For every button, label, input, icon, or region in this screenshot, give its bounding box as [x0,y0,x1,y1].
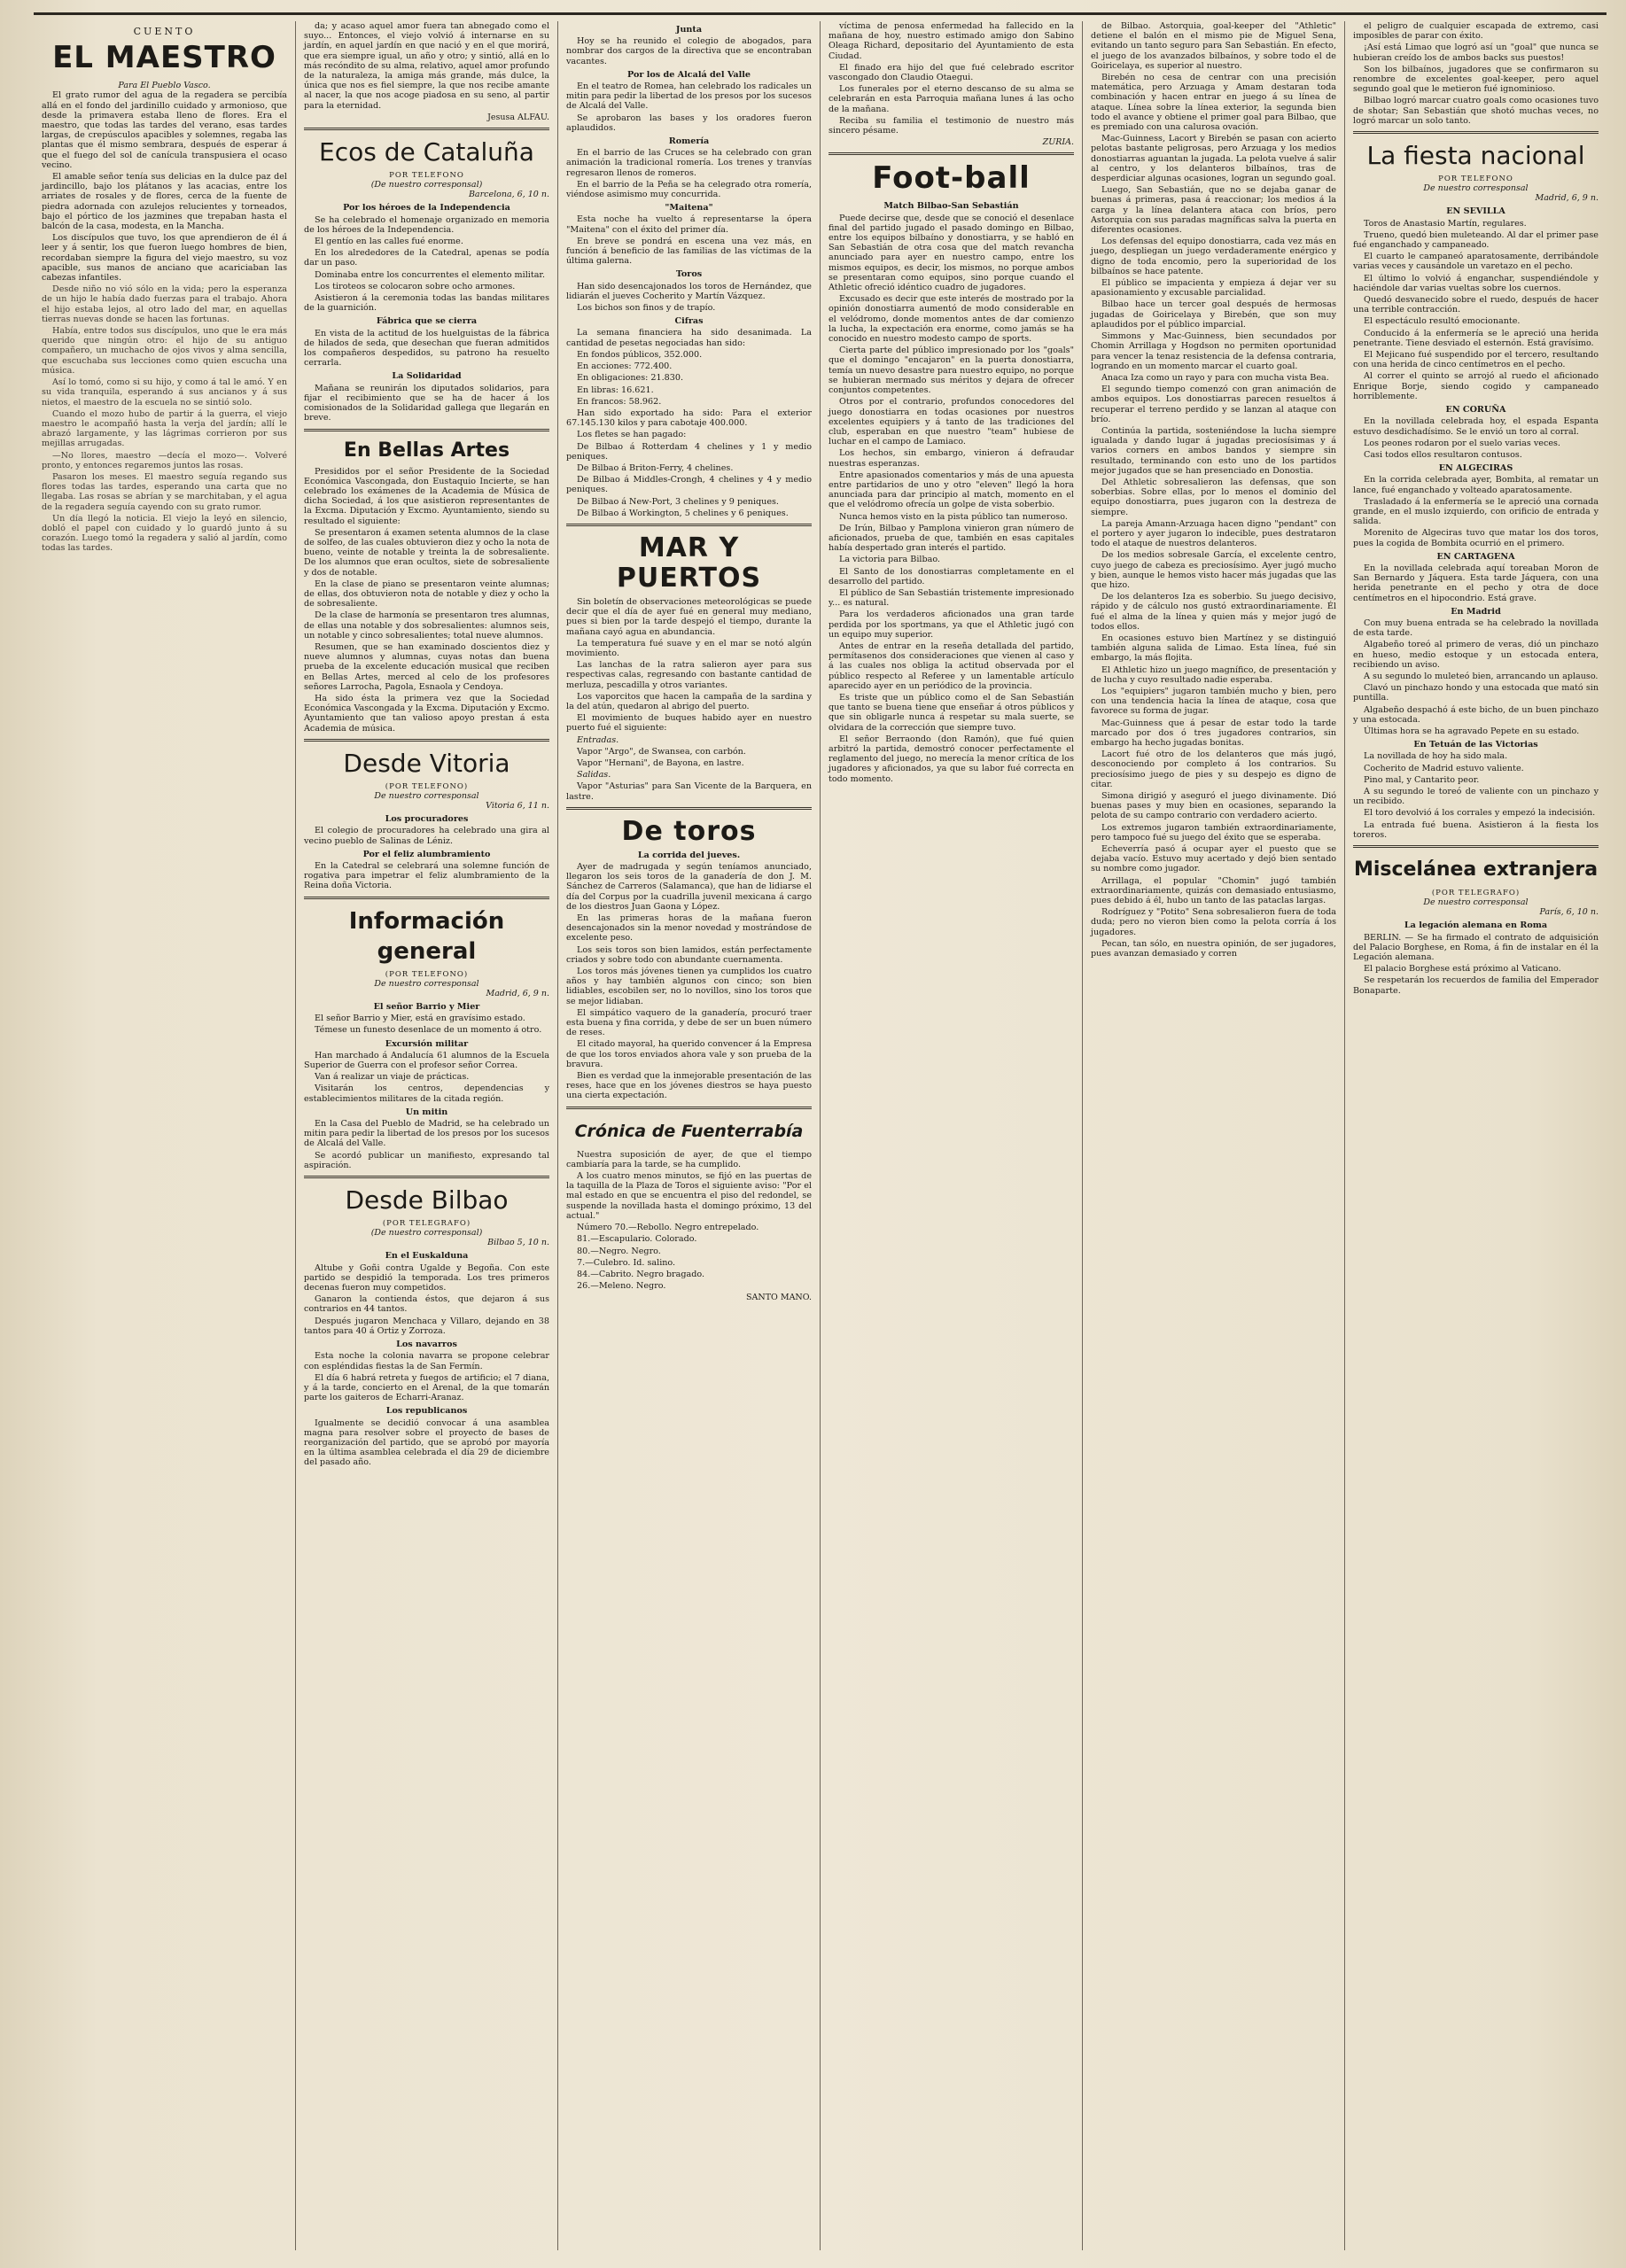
signature: ZURIA. [1042,137,1074,148]
paragraph: Continúa la partida, sosteniéndose la lucha siempre igualada y dando lugar á jugadas preciosísimas y á varios corners en ambos bandos y siempre sin resultado, terminando con esto uno de los partidos mejor jugados que se han presenciado en Donostia. [1091,425,1336,476]
subhead: Match Bilbao-San Sebastián [883,201,1019,212]
paragraph: En libras: 16.621. [577,384,654,395]
story-continuation [42,284,287,553]
paragraph: En francos: 58.962. [577,396,662,407]
paragraph: Reciba su familia el testimonio de nuestro más sincero pésame. [829,115,1074,136]
signature: Jesusa ALFAU. [487,112,549,122]
paragraph: Desde niño no vió sólo en la vida; pero la esperanza de un hijo le había dado fuerzas para el trabajo. Ahora el hijo estaba lejos, al otro lado del mar, en aquellas tierras nuevas donde se hacen las fortunas. [42,284,287,324]
paragraph: El señor Berraondo (don Ramón), que fué quien arbitró la partida, demostró conocer perfectamente el reglamento del juego, no merecía la menor crítica de los jugadores y aficionados, ya que su labor fué correcta en todo momento. [829,734,1074,784]
paragraph: Birebén no cesa de centrar con una precisión matemática, pero Arzuaga y Amam destaran toda combinación y hacen entrar en juego á su línea de ataque. Línea sobre la línea exterior, la segunda bien todo el avance y obtiene el primer goal para Bilbao, que es premiado con una calurosa ovación. [1091,73,1336,133]
subhead: En Tetuán de las Victorias [1413,740,1538,750]
paragraph: En el barrio de la Peña se ha celegrado otra romería, viéndose asimismo muy concurrida. [566,179,812,200]
paragraph: Luego, San Sebastián, que no se dejaba ganar de buenas á primeras, pasa á reaccionar; los medios á la carga y la línea delantera ataca con bríos, pero Astorquia con sus paradas magníficas salva la puerta en diferentes ocasiones. [1091,185,1336,236]
paragraph: Nuestra suposición de ayer, de que el tiempo cambiaría para la tarde, se ha cumplido. [566,1149,812,1169]
column-4 [821,21,1083,2250]
paragraph: Van á realizar un viaje de prácticas. [315,1072,470,1083]
paragraph: da; y acaso aquel amor fuera tan abnegado como el suyo... Entonces, el viejo volvió á internarse en su jardín, en aquel jardín en que nació y en el que morirá, que era siempre igual, un año y otro; y sintió, allá en lo más recóndito de su alma, relativo, aquel amor profundo de la naturaleza, la amiga más grande, más dulce, la única que nos es fiel siempre, la que nos recibe amante al nacer, la que nos acoge piadosa en su seno, al partir para la eternidad. [304,21,549,111]
paragraph: El último lo volvió á enganchar, suspendiéndole y haciéndole dar varias vueltas sobre los cuernos. [1353,273,1599,293]
section-title-cataluna: Ecos de Cataluña [319,137,534,167]
paragraph: Los fletes se han pagado: [577,430,687,440]
dateline: Madrid, 6, 9 n. [1535,193,1599,204]
dateline: Bilbao 5, 10 n. [487,1238,549,1248]
paragraph: Esta noche ha vuelto á representarse la ópera "Maitena" con el éxito del primer día. [566,214,812,235]
paragraph: El colegio de procuradores ha celebrado una gira al vecino pueblo de Salinas de Léniz. [304,826,549,846]
paragraph: Algabeño despachó á este bicho, de un buen pinchazo y una estocada. [1353,704,1599,725]
dateline: París, 6, 10 n. [1539,907,1599,918]
paragraph: Los seis toros son bien lamidos, están perfectamente criados y sobre todo con abundante cuernamenta. [566,944,812,965]
subhead: Excursión militar [385,1038,469,1049]
paragraph: Trueno, quedó bien muleteando. Al dar el primer pase fué enganchado y campaneado. [1353,229,1599,251]
correspondent-label: De nuestro corresponsal [374,978,479,989]
paragraph: Témese un funesto desenlace de un momento á otro. [315,1025,542,1036]
subhead: Un mitin [405,1107,448,1117]
divider [829,152,1074,155]
paragraph: En la Casa del Pueblo de Madrid, se ha celebrado un mitin para pedir la libertad de los presos por los sucesos de Alcalá del Valle. [304,1119,549,1149]
paragraph: Echeverría pasó á ocupar ayer el puesto que se dejaba vacío. Estuvo muy acertado y dejó bien sentado su nombre como jugador. [1091,844,1336,874]
subhead: EN CORUÑA [1445,405,1506,416]
paragraph: En el teatro de Romea, han celebrado los radicales un mitin para pedir la libertad de los presos por los sucesos de Alcalá del Valle. [566,82,812,112]
paragraph: Los tiroteos se colocaron sobre ocho armones. [315,281,516,291]
section-title-fiesta-nacional: La fiesta nacional [1366,141,1585,171]
paragraph: Los funerales por el eterno descanso de su alma se celebrarán en esta Parroquia mañana lunes á las ocho de la mañana. [829,84,1074,114]
paragraph: El simpático vaquero de la ganadería, procuró traer esta buena y fina corrida, y debe de ser un buen número de reses. [566,1007,812,1038]
paragraph: El día 6 habrá retreta y fuegos de artificio; el 7 diana, y á la tarde, concierto en el Arenal, de la que tomarán parte los gaiteros de Echarri-Aranaz. [304,1372,549,1403]
paragraph: Vapor "Hernani", de Bayona, en lastre. [577,757,744,768]
paragraph: Los bichos son finos y de trapío. [577,303,716,314]
paragraph: En el barrio de las Cruces se ha celebrado con gran animación la tradicional romería. Los trenes y tranvías regresaron llenos de romeros. [566,148,812,178]
section-title-football: Foot-ball [872,160,1031,197]
paragraph: Hoy se ha reunido el colegio de abogados, para nombrar dos cargos de la directiva que se encontraban vacantes. [566,36,812,66]
section-title-informacion-general: Información general [348,907,505,965]
section-title-de-toros: De toros [621,815,757,847]
subhead: El señor Barrio y Mier [373,1002,480,1013]
paragraph: El palacio Borghese está próximo al Vaticano. [1364,964,1561,975]
subhead: En Madrid [1451,606,1501,617]
paragraph: Pino mal, y Cantarito peor. [1364,774,1480,785]
paragraph: Toros de Anastasio Martín, regulares. [1364,218,1527,229]
paragraph: Clavó un pinchazo hondo y una estocada que mató sin puntilla. [1353,683,1599,703]
section-title-mar-y-puertos: MAR Y PUERTOS [616,532,762,594]
paragraph: Es triste que un público como el de San Sebastián que tanto se buena tiene que enseñar á otros públicos y que sin obligarle nunca á respetar su mala suerte, se olvidara de la corrección que siempre tuvo. [829,692,1074,733]
section-title-bellas-artes: En Bellas Artes [343,439,510,462]
paragraph: De Bilbao á Rotterdam 4 chelines y 1 y medio peniques. [566,441,812,462]
paragraph: Los peones rodaron por el suelo varias veces. [1364,438,1560,448]
paragraph: En la novillada celebrada hoy, el espada Espanta estuvo desdichadísimo. Se le envió un toro al corral. [1353,416,1599,437]
paragraph: Anaca Iza como un rayo y para con mucha vista Bea. [1101,372,1329,383]
paragraph: A su segundo lo muleteó bien, arrancando un aplauso. [1364,671,1599,681]
paragraph: En ocasiones estuvo bien Martínez y se distinguió también alguna salida de Limao. Esta línea, fué sin embargo, la más flojita. [1091,633,1336,664]
paragraph: En la Catedral se celebrará una solemne función de rogativa para impetrar el feliz alumbramiento de la Reina doña Victoria. [304,861,549,891]
paragraph: Salidas. [577,770,611,781]
paragraph: Nunca hemos visto en la pista público tan numeroso. [839,511,1068,522]
divider [566,807,812,810]
paragraph: Cocherito de Madrid estuvo valiente. [1364,763,1524,773]
divider [304,1176,549,1178]
paragraph: El público de San Sebastián tristemente impresionado y... es natural. [829,587,1074,609]
paragraph: Se acordó publicar un manifiesto, expresando tal aspiración. [304,1150,549,1170]
paragraph: El segundo tiempo comenzó con gran animación de ambos equipos. Los donostiarras parecen resueltos á recuperar el terreno perdido y se lanzan al ataque con brío. [1091,384,1336,424]
correspondent-label: (De nuestro corresponsal) [370,180,483,190]
paragraph: En la corrida celebrada ayer, Bombita, al rematar un lance, fué enganchado y volteado aparatosamente. [1353,475,1599,495]
paragraph: La semana financiera ha sido desanimada. La cantidad de pesetas negociadas han sido: [566,328,812,348]
via-label: POR TELEFONO [1438,175,1513,184]
paragraph: Trasladado á la enfermería se le apreció una cornada grande, en el muslo izquierdo, con orificio de entrada y salida. [1353,496,1599,527]
paragraph: Puede decirse que, desde que se conoció el desenlace final del partido jugado el pasado domingo en Bilbao, entre los equipos bilbaíno y donostiarra, y se habló en San Sebastián de otra cosa que del match revancha anunciado para ayer en nuestro campo, entre los mismos equipos, es decir, los mismos, no porque ambos se presentaran como equipos, sino porque cuando el Athletic ofreció idéntico cuadro de jugadores. [829,213,1074,293]
paragraph: Excusado es decir que este interés de mostrado por la opinión donostiarra aumentó de modo considerable en el velódromo, donde momentos antes de dar comienzo la lucha, la expectación era enorme, como jamás se ha conocido en nuestro modesto campo de sports. [829,294,1074,345]
paragraph: En vista de la actitud de los huelguistas de la fábrica de hilados de seda, que desechan que fueran admitidos los compañeros despedidos, su patrono ha resuelto cerrarla. [304,328,549,369]
paragraph: Sin boletín de observaciones meteorológicas se puede decir que el día de ayer fué en general muy mediano, pues si bien por la tarde despejó el tiempo, durante la mañana cayó agua en abundancia. [566,596,812,637]
paragraph: En la clase de piano se presentaron veinte alumnas; de ellas, dos obtuvieron nota de notable y diez y ocho la de sobresaliente. [304,579,549,610]
via-label: POR TELEFONO [389,171,464,181]
paragraph: De los medios sobresale García, el excelente centro, cuyo juego de cabeza es preciosísimo. Ayer jugó mucho y bien, aunque le hemos visto hacer más jugadas que las que hizo. [1091,550,1336,590]
subhead: Los republicanos [385,1406,468,1417]
paragraph: Resumen, que se han examinado doscientos diez y nueve alumnos y alumnas, cuyas notas dan buena prueba de la excelente educación musical que reciben en Bellas Artes, merced al celo de los profesores señores Larrocha, Pagola, Esnaola y Cendoya. [304,641,549,692]
column-6 [1345,21,1607,2250]
paragraph: Vapor "Asturias" para San Vicente de la Barquera, en lastre. [566,781,812,802]
subhead: Toros [675,269,703,280]
paragraph: Ganaron la contienda éstos, que dejaron á sus contrarios en 44 tantos. [304,1294,549,1315]
paragraph: Pasaron los meses. El maestro seguía regando sus flores todas las tardes, esperando una carta que no llegaba. Las rosas se abrían y se marchitaban, y el agua de la regadera seguía cayendo con su grato rumor. [42,471,287,512]
paragraph: Últimas hora se ha agravado Pepete en su estado. [1364,726,1580,736]
divider [1353,845,1599,848]
paragraph: La temperatura fué suave y en el mar se notó algún movimiento. [566,638,812,658]
paragraph: Simmons y Mac-Guinness, bien secundados por Chomin Arrillaga y Hogdson no permiten oportunidad para vencer la tenaz resistencia de la defensa contraria, logrando en un momento marcar el cuarto goal. [1091,331,1336,371]
paragraph: —No llores, maestro —decía el mozo—. Volveré pronto, y entonces regaremos juntos las rosas. [42,450,287,470]
paragraph: Ha sido ésta la primera vez que la Sociedad Económica Vascongada y la Excma. Diputación y Excmo. Ayuntamiento que tan valioso apoyo prestan á esta Academia de música. [304,693,549,734]
dateline: Madrid, 6, 9 n. [486,988,549,998]
columns [34,21,1607,2250]
paragraph: Cuando el mozo hubo de partir á la guerra, el viejo maestro le acompañó hasta la verja del jardín; allí le abrazó largamente, y las lágrimas corrieron por sus mejillas arrugadas. [42,408,287,449]
paragraph: El Santo de los donostiarras completamente en el desarrollo del partido. [829,566,1074,586]
paragraph: El finado era hijo del que fué celebrado escritor vascongado don Claudio Otaegui. [829,62,1074,83]
paragraph: De Irún, Bilbao y Pamplona vinieron gran número de aficionados, prueba de que, también en esas capitales había despertado gran interés el partido. [829,523,1074,554]
paragraph: En las primeras horas de la mañana fueron desencajonados sin la menor novedad y mostrándose de excelente peso. [566,913,812,944]
column-3 [558,21,821,2250]
paragraph: Mac-Guinness, Lacort y Birebén se pasan con acierto pelotas bastante peligrosas, pero Arzuaga y los medios donostiarras aguantan la jugada. La pelota vuelve á salir al centro, y los delanteros bilbaínos, tras de desperdiciar algunas ocasiones, logran un segundo goal. [1091,134,1336,184]
paragraph: Al correr el quinto se arrojó al ruedo el aficionado Enrique Borje, siendo cogido y campaneado horriblemente. [1353,371,1599,401]
paragraph: Visitarán los centros, dependencias y establecimientos militares de la citada región. [304,1084,549,1104]
paragraph: ¡Así está Limao que logró así un "goal" que nunca se hubieran creído los de ambos backs sus puestos! [1353,43,1599,63]
divider [304,739,549,742]
via-label: (POR TELEGRAFO) [1431,889,1521,898]
subhead: La legación alemana en Roma [1404,920,1548,931]
paragraph: Bilbao hace un tercer goal después de hermosas jugadas de Goiricelaya y Birebén, que son muy aplaudidos por el público imparcial. [1091,299,1336,330]
paragraph: El público se impacienta y empieza á dejar ver su apasionamiento y excusable parcialidad. [1091,278,1336,299]
paragraph: En acciones: 772.400. [577,361,673,372]
paragraph: El señor Barrio y Mier, está en gravísimo estado. [315,1014,525,1024]
divider [566,1107,812,1109]
paragraph: Así lo tomó, como si su hijo, y como á tal le amó. Y en su vida tranquila, esperando á sus ancianos y á sus nietos, el maestro de la escuela no se sintió solo. [42,377,287,408]
paragraph: Asistieron á la ceremonia todas las bandas militares de la guarnición. [304,293,549,314]
paragraph: Han marchado á Andalucía 61 alumnos de la Escuela Superior de Guerra con el profesor señor Correa. [304,1050,549,1071]
section-title-vitoria: Desde Vitoria [343,748,510,778]
story-kicker: CUENTO [133,26,196,37]
paragraph: Los "equipiers" jugaron también mucho y bien, pero con una tendencia hacia la línea de ataque, cosa que favorece su forma de jugar. [1091,687,1336,717]
paragraph: De la clase de harmonía se presentaron tres alumnas, de ellas una notable y dos sobresalientes: alumnos seis, un notable y cinco sobresalientes; total nueve alumnos. [304,610,549,641]
paragraph: Del Athletic sobresalieron las defensas, que son soberbias. Sobre ellas, por lo menos el dominio del equipo donostiarra, pues jugaron con la destreza de siempre. [1091,477,1336,517]
paragraph: La pareja Amann-Arzuaga hacen digno "pendant" con el portero y ayer jugaron lo indecible, pues destrataron todo el ataque de nuestros delanteros. [1091,518,1336,549]
correspondent-label: De nuestro corresponsal [1423,897,1529,908]
paragraph: Los hechos, sin embargo, vinieron á defraudar nuestras esperanzas. [829,448,1074,469]
dateline: Vitoria 6, 11 n. [486,800,549,811]
paragraph: el peligro de cualquier escapada de extremo, casi imposibles de parar con éxito. [1353,21,1599,42]
subhead: La corrida del jueves. [637,850,741,860]
list-item: 26.—Meleno. Negro. [577,1281,666,1292]
subhead: EN CARTAGENA [1436,551,1515,562]
paragraph: En fondos públicos, 352.000. [577,349,703,360]
subhead: EN ALGECIRAS [1438,463,1513,474]
subhead: Cifras [674,316,704,327]
subhead: Por los de Alcalá del Valle [626,69,751,80]
paragraph: De Bilbao á Briton-Ferry, 4 chelines. [577,462,734,473]
subhead: La Solidaridad [392,371,462,382]
paragraph: BERLIN. — Se ha firmado el contrato de adquisición del Palacio Borghese, en Roma, á fin de instalar en él la Legación alemana. [1353,932,1599,963]
paragraph: A su segundo le toreó de valiente con un pinchazo y un recibido. [1353,787,1599,807]
subhead: Junta [675,25,703,35]
paragraph: El movimiento de buques habido ayer en nuestro puerto fué el siguiente: [566,713,812,734]
column-2 [296,21,558,2250]
paragraph: Se respetarán los recuerdos de familia del Emperador Bonaparte. [1353,975,1599,996]
section-title-fuenterrabia: Crónica de Fuenterrabía [574,1121,804,1141]
paragraph: El espectáculo resultó emocionante. [1364,316,1521,327]
paragraph: En la novillada celebrada aquí toreaban Moron de San Bernardo y Jáquera. Esta tarde Jáquera, con una herida penetrante en el pecho y otra de doce centímetros en el hipocondrio. Está grave. [1353,563,1599,603]
divider [1353,131,1599,134]
paragraph: Presididos por el señor Presidente de la Sociedad Económica Vascongada, don Eustaquio Incierte, se han celebrado los exámenes de la Academia de Música de dicha Sociedad, á los que asistieron representantes de la Excma. Diputación y Excmo. Ayuntamiento, siendo su resultado el siguiente: [304,466,549,526]
section-title-bilbao: Desde Bilbao [345,1185,509,1216]
story-dedication: Para El Pueblo Vasco. [118,81,211,91]
paragraph: En breve se pondrá en escena una vez más, en función á beneficio de las familias de las víctimas de la última galerna. [566,236,812,267]
paragraph: víctima de penosa enfermedad ha fallecido en la mañana de hoy, nuestro estimado amigo don Sabino Oleaga Richard, depositario del Ayuntamiento de esta Ciudad. [829,21,1074,61]
signature: SANTO MANO. [746,1293,812,1303]
paragraph: La novillada de hoy ha sido mala. [1364,751,1508,762]
list-item: Número 70.—Rebollo. Negro entrepelado. [577,1223,759,1233]
paragraph: De Bilbao á Workington, 5 chelines y 6 peniques. [577,508,789,518]
paragraph: Quedó desvanecido sobre el ruedo, después de hacer una terrible contracción. [1353,295,1599,315]
paragraph: Para los verdaderos aficionados una gran tarde perdida por los sportmans, ya que el Athletic jugó con un equipo muy superior. [829,610,1074,640]
paragraph: El cuarto le campaneó aparatosamente, derribándole varias veces y causándole un varetazo en el pecho. [1353,252,1599,272]
paragraph: Altube y Goñi contra Ugalde y Begoña. Con este partido se despidió la temporada. Los tres primeros decenas fueron muy competidos. [304,1262,549,1293]
column-1 [34,21,296,2250]
paragraph: De los delanteros Iza es soberbio. Su juego decisivo, rápido y de cálculo nos gustó extraordinariamente. Él fué el alma de la línea y quien más y mejor jugó de todos ellos. [1091,592,1336,632]
paragraph: Un día llegó la noticia. El viejo la leyó en silencio, dobló el papel con cuidado y lo guardó junto á su corazón. Luego tomó la regadera y salió al jardín, como todas las tardes. [42,513,287,554]
paragraph: En los alrededores de la Catedral, apenas se podía dar un paso. [304,248,549,268]
paragraph: Cierta parte del público impresionado por los "goals" que el domingo "encajaron" en la puerta donostiarra, temía un nuevo desastre para nuestro equipo, no porque se hubieran mermado sus méritos y dejara de ofrecer conjuntos competentes. [829,346,1074,396]
paragraph: Se ha celebrado el homenaje organizado en memoria de los héroes de la Independencia. [304,214,549,235]
paragraph: A los cuatro menos minutos, se fijó en las puertas de la taquilla de la Plaza de Toros el siguiente aviso: "Por el mal estado en que se encuentra el piso del redondel, se suspende la novillada hasta el domingo próximo, 13 del actual." [566,1171,812,1221]
list-item: 81.—Escapulario. Colorado. [577,1234,697,1245]
paragraph: Conducido á la enfermería se le apreció una herida penetrante. Tiene desviado el esternón. Está gravísimo. [1353,328,1599,348]
paragraph: Los defensas del equipo donostiarra, cada vez más en juego, despliegan un juego verdaderamente enérgico y digno de toda encomio, pero la superioridad de los bilbaínos se hace patente. [1091,237,1336,276]
via-label: (POR TELEGRAFO) [382,1219,471,1229]
paragraph: Había, entre todos sus discípulos, uno que le era más querido que ningún otro: el hijo de su antiguo compañero, un muchacho de ojos vivos y alma sencilla, que escuchaba sus lecciones como quien escucha una música. [42,326,287,376]
paragraph: Los toros más jóvenes tienen ya cumplidos los cuatro años y hay también algunos con cinco; son bien lidiables, escobilen ser, no lo novillos, sino los toros que se mejor lidiaban. [566,967,812,1006]
paragraph: Se presentaron á examen setenta alumnos de la clase de solfeo, de las cuales obtuvieron diez y ocho la nota de bueno, veinte de notable y treinta la de sobresaliente. De los alumnos que eran ocultos, siete de sobresaliente y dos de notable. [304,527,549,578]
paragraph: Las lanchas de la ratra salieron ayer para sus respectivas calas, regresando con bastante cantidad de merluza, pescadilla y otros variantes. [566,660,812,690]
paragraph: Arrillaga, el popular "Chomin" jugó también extraordinariamente, quizás con demasiado entusiasmo, pues debido á él, hubo un tanto de las pataclas largas. [1091,875,1336,906]
paragraph: El Athletic hizo un juego magnífico, de presentación y de lucha y cuyo resultado nadie esperaba. [1091,664,1336,685]
paragraph: Entre apasionados comentarios y más de una apuesta entre partidarios de uno y otro "eleven" llegó la hora anunciada para dar principio al match, momento en el que el velódromo ofrecía un golpe de vista soberbio. [829,470,1074,510]
section-title-miscelanea: Miscelánea extranjera [1353,858,1599,882]
paragraph: Los extremos jugaron también extraordinariamente, pero tampoco fué su juego del éxito que se esperaba. [1091,822,1336,843]
paragraph: En obligaciones: 21.830. [577,373,684,384]
list-item: 80.—Negro. Negro. [577,1246,661,1256]
top-rule [34,12,1607,15]
divider [304,128,549,130]
via-label: (POR TELEFONO) [385,781,469,791]
paragraph: Con muy buena entrada se ha celebrado la novillada de esta tarde. [1353,617,1599,639]
paragraph: Lacort fué otro de los delanteros que más jugó, desconociendo por completo á los contrarios. Su preciosísimo juego de pies y su despejo es digno de citar. [1091,750,1336,789]
story-title: EL MAESTRO [52,40,276,76]
paragraph: El citado mayoral, ha querido convencer á la Empresa de que los toros enviados ahora vale y son prueba de la bravura. [566,1039,812,1069]
paragraph: Después jugaron Menchaca y Villaro, dejando en 38 tantos para 40 á Ortiz y Zorroza. [304,1316,549,1336]
list-item: 84.—Cabrito. Negro bragado. [577,1269,704,1279]
divider [566,524,812,526]
list-item: 7.—Culebro. Id. salino. [577,1257,676,1268]
paragraph: De Bilbao á Middles-Crongh, 4 chelines y 4 y medio peniques. [566,475,812,495]
paragraph: El gentío en las calles fué enorme. [315,237,463,247]
correspondent-label: De nuestro corresponsal [1423,183,1529,194]
subhead: Por los héroes de la Independencia [343,203,510,214]
subhead: Los procuradores [385,814,469,825]
paragraph: Dominaba entre los concurrentes el elemento militar. [315,269,546,280]
via-label: (POR TELEFONO) [385,969,469,979]
paragraph: Ayer de madrugada y según teníamos anunciado, llegaron los seis toros de la ganadería de don J. M. Sánchez de Carreros (Salamanca), que han de lidiarse el día del Corpus por la cuadrilla juvenil mexicana á cargo de los diestros Juan Gaona y López. [566,862,812,912]
paragraph: de Bilbao. Astorquia, goal-keeper del "Athletic" detiene el balón en el mismo pie de Miguel Sena, evitando un tanto seguro para San Sebastián. En efecto, el juego de los avanzados bilbaínos, y sobre todo el de Goiricelaya, es superior al nuestro. [1091,21,1336,71]
subhead: EN SEVILLA [1446,206,1505,217]
paragraph: Han sido exportado ha sido: Para el exterior 67.145.130 kilos y para cabotaje 400.000. [566,408,812,429]
subhead: En el Euskalduna [385,1251,469,1262]
paragraph: La victoria para Bilbao. [839,555,940,565]
subhead: Los navarros [396,1340,457,1350]
paragraph: De Bilbao á New-Port, 3 chelines y 9 peniques. [577,496,779,507]
paragraph: El amable señor tenía sus delicias en la dulce paz del jardincillo, bajo los plátanos y las acacias, entre los arriates de rosales y de flores, cerca de la fuente de piedra adornada con azulejos relucientes y torneados, bajo el pórtico de los jazmines que trepaban hasta el balcón de la casa, modesta, en la Mancha. [42,172,287,232]
paragraph: Vapor "Argo", de Swansea, con carbón. [577,746,746,757]
dateline: Barcelona, 6, 10 n. [468,190,549,200]
paragraph: Morenito de Algeciras tuvo que matar los dos toros, pues la cogida de Bombita ocurrió en el primero. [1353,528,1599,548]
paragraph: Son los bilbaínos, jugadores que se confirmaron su renombre de excelentes goal-keeper, pero aquel segundo goal que le metieron fué ignominioso. [1353,64,1599,95]
subhead: "Maitena" [665,203,713,214]
paragraph: Pecan, tan sólo, en nuestra opinión, de ser jugadores, pues avanzan demasiado y corren [1091,938,1336,959]
paragraph: Mañana se reunirán los diputados solidarios, para fijar el recibimiento que se ha de hacer á los comisionados de la Solidaridad gallega que llegarán en breve. [304,383,549,423]
paragraph: Casi todos ellos resultaron contusos. [1364,449,1522,460]
divider [304,897,549,899]
paragraph: Rodríguez y "Potito" Sena sobresalieron fuera de toda duda; pero no vieron bien como la pelota corría á los jugadores. [1091,907,1336,937]
paragraph: La entrada fué buena. Asistieron á la fiesta los toreros. [1353,819,1599,840]
paragraph: El Mejicano fué suspendido por el tercero, resultando con una herida de cinco centímetros en el pecho. [1353,350,1599,370]
paragraph: Han sido desencajonados los toros de Hernández, que lidiarán el jueves Cocherito y Martín Vázquez. [566,281,812,301]
paragraph: El grato rumor del agua de la regadera se percibía allá en el fondo del jardinillo cuidado y armonioso, que desde la primavera estaba lleno de flores. Era el maestro, que todas las tardes del verano, esas tardes largas, de crepúsculos apacibles y solemnes, regaba las plantas que él mismo sembrara, después de esperar á que el fuego del sol de canícula transpusiera el ocaso vecino. [42,90,287,170]
subhead: Fábrica que se cierra [376,316,478,327]
paragraph: Entradas. [577,734,619,745]
paragraph: Los vaporcitos que hacen la campaña de la sardina y la del atún, quedaron al abrigo del puerto. [566,691,812,711]
paragraph: Mac-Guinness que á pesar de estar todo la tarde marcado por dos ó tres jugadores contrarios, sin embargo ha hecho jugadas bonitas. [1091,718,1336,749]
paragraph: Otros por el contrario, profundos conocedores del juego donostiarra en todas ocasiones por nuestros excelentes equipiers y á tanto de las tradiciones del club, esperaban en que nuestro "team" hubiese de luchar en el campo de Lamiaco. [829,397,1074,447]
subhead: Romería [668,136,710,147]
subhead: Por el feliz alumbramiento [362,849,491,859]
paragraph: El toro devolvió á los corrales y empezó la indecisión. [1364,808,1596,819]
divider [304,429,549,431]
paragraph: Igualmente se decidió convocar á una asamblea magna para resolver sobre el proyecto de bases de reorganización del partido, que se aprobó por mayoría en la última asamblea celebrada el día 29 de diciembre del pasado año. [304,1418,549,1468]
correspondent-label: (De nuestro corresponsal) [370,1228,483,1239]
paragraph: Bilbao logró marcar cuatro goals como ocasiones tuvo de shotar; San Sebastián que shotó muchas veces, no logró marcar un solo tanto. [1353,96,1599,126]
paragraph: Bien es verdad que la inmejorable presentación de las reses, hace que en los jóvenes diestros se haya puesto una cierta expectación. [566,1071,812,1101]
paragraph: Esta noche la colonia navarra se propone celebrar con espléndidas fiestas la de San Fermín. [304,1351,549,1371]
correspondent-label: De nuestro corresponsal [374,790,479,801]
paragraph: Se aprobaron las bases y los oradores fueron aplaudidos. [566,113,812,133]
column-5 [1083,21,1345,2250]
paragraph: Simona dirigió y aseguró el juego divinamente. Dió buenas pases y muy bien en ocasiones, separando la pelota de su campo contrario con verdadero acierto. [1091,791,1336,821]
paragraph: Algabeño toreó al primero de veras, dió un pinchazo en hueso, medio estoque y un estocada entera, recibiendo un aviso. [1353,640,1599,670]
paragraph: Los discípulos que tuvo, los que aprendieron de él á leer y á sentir, los que fueron luego hombres de bien, recordaban siempre la figura del viejo maestro, su voz apacible, sus manos de anciano que acariciaban las cabezas infantiles. [42,233,287,284]
paragraph: Antes de entrar en la reseña detallada del partido, permítasenos dos consideraciones que vienen al caso y á las cuales nos obliga la actitud observada por el público respecto al Referee y un lamentable artículo aparecido ayer en un periódico de la provincia. [829,641,1074,691]
